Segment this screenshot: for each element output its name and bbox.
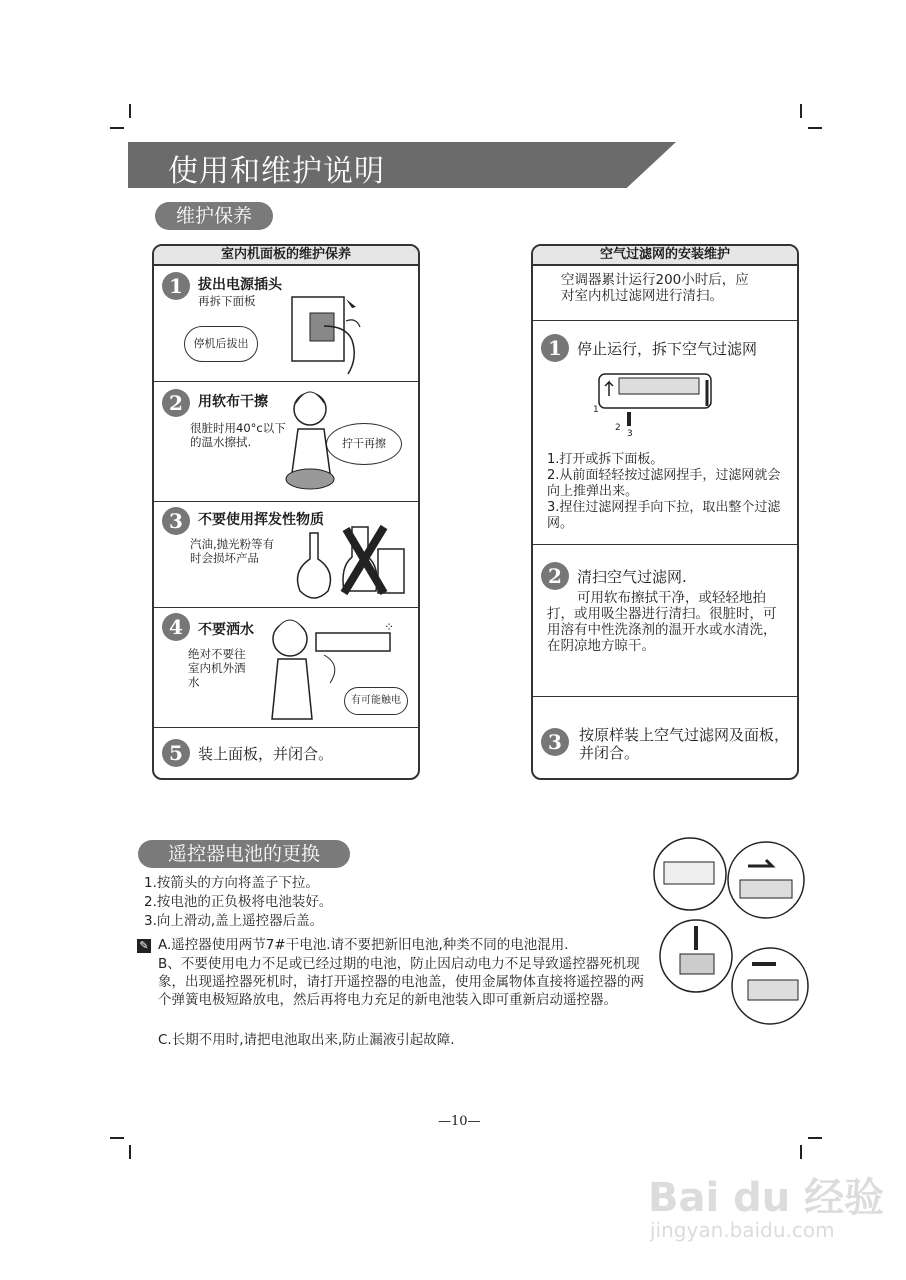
crop-mark xyxy=(800,1145,802,1159)
step-title: 用软布干擦 xyxy=(198,394,268,410)
speech-bubble: 拧干再擦 xyxy=(326,423,402,465)
filter-care-box xyxy=(531,244,799,780)
baidu-watermark-logo: Bai du 经验 xyxy=(648,1175,885,1221)
step-number: 3 xyxy=(162,507,190,535)
chemical-bottles-illustration xyxy=(290,523,414,603)
indoor-panel-care-box xyxy=(152,244,420,780)
battery-step: 2.按电池的正负极将电池装好。 xyxy=(144,894,333,910)
remote-battery-illustration xyxy=(640,836,812,1032)
step-title: 不要洒水 xyxy=(198,622,254,638)
step-number: 2 xyxy=(162,389,190,417)
step-body: 可用软布擦拭干净，或轻轻地拍打，或用吸尘器进行清扫。很脏时，可用溶有中性洗涤剂的温开水或水清洗，在阴凉地方晾干。 xyxy=(547,590,777,654)
page-title: 使用和维护说明 xyxy=(168,154,385,189)
step-number: 1 xyxy=(162,272,190,300)
left-step-4 xyxy=(154,607,418,728)
right-step-1 xyxy=(533,320,797,545)
step-subtitle: 再拆下面板 xyxy=(198,294,256,308)
step-number: 2 xyxy=(541,562,569,590)
crop-mark xyxy=(129,104,131,118)
step-number: 4 xyxy=(162,613,190,641)
left-step-2 xyxy=(154,381,418,502)
svg-text:⁘: ⁘ xyxy=(384,620,395,634)
crop-mark xyxy=(808,127,822,129)
step-title: 清扫空气过滤网. xyxy=(577,568,687,586)
step-title: 装上面板，并闭合。 xyxy=(198,745,334,763)
left-step-1 xyxy=(154,266,418,382)
baidu-watermark-url: jingyan.baidu.com xyxy=(650,1218,835,1242)
fig-label: 1 xyxy=(593,405,599,415)
battery-step: 1.按箭头的方向将盖子下拉。 xyxy=(144,875,319,891)
crop-mark xyxy=(800,104,802,118)
indoor-unit-filter-illustration xyxy=(589,366,719,438)
section-pill-maintenance: 维护保养 xyxy=(155,202,273,230)
crop-mark xyxy=(110,1137,124,1139)
step-number: 5 xyxy=(162,739,190,767)
left-step-3 xyxy=(154,501,418,608)
wall-socket-illustration xyxy=(284,291,404,379)
step-subtitle: 绝对不要往室内机外洒水 xyxy=(188,647,246,689)
crop-mark xyxy=(808,1137,822,1139)
step-subtitle: 汽油,抛光粉等有时会损坏产品 xyxy=(190,537,275,565)
woman-wiping-illustration xyxy=(282,385,338,497)
fig-label: 3 xyxy=(627,429,633,438)
panel-heading: 室内机面板的维护保养 xyxy=(154,246,418,266)
left-step-5 xyxy=(154,727,418,778)
page-number: —10— xyxy=(438,1114,481,1129)
intro-text: 空调器累计运行200小时后，应对室内机过滤网进行清扫。 xyxy=(561,272,749,304)
speech-bubble: 有可能触电 xyxy=(344,687,408,715)
step-title: 拔出电源插头 xyxy=(198,277,282,293)
step-subtitle: 很脏时用40°c以下的温水擦拭. xyxy=(190,421,286,449)
battery-note-b: B、不要使用电力不足或已经过期的电池，防止因启动电力不足导致遥控器死机现象，出现遥控器死机时，请打开遥控器的电池盖，使用金属物体直接将遥控器的两个弹簧电极短路放电，然后再将电力充足的新电池装入即可重新启动遥控器。 xyxy=(158,956,644,1008)
battery-note-a: A.遥控器使用两节7#干电池.请不要把新旧电池,种类不同的电池混用. xyxy=(158,937,569,953)
crop-mark xyxy=(110,127,124,129)
right-step-3 xyxy=(533,696,797,778)
step-title: 不要使用挥发性物质 xyxy=(198,512,324,528)
right-intro xyxy=(533,266,797,321)
step-list-item: 3.捏住过滤网捏手向下拉，取出整个过滤网。 xyxy=(547,500,781,531)
battery-step: 3.向上滑动,盖上遥控器后盖。 xyxy=(144,913,324,929)
crop-mark xyxy=(129,1145,131,1159)
step-list-item: 2.从前面轻轻按过滤网捏手，过滤网就会向上推弹出来。 xyxy=(547,468,781,499)
fig-label: 2 xyxy=(615,423,621,433)
step-number: 3 xyxy=(541,728,569,756)
battery-note-c: C.长期不用时,请把电池取出来,防止漏液引起故障. xyxy=(158,1032,455,1048)
step-title: 按原样装上空气过滤网及面板，并闭合。 xyxy=(579,726,790,762)
note-pencil-icon: ✎ xyxy=(137,939,151,953)
step-title: 停止运行，拆下空气过滤网 xyxy=(577,340,758,358)
speech-bubble: 停机后拔出 xyxy=(184,326,258,362)
right-step-2 xyxy=(533,544,797,697)
step-number: 1 xyxy=(541,334,569,362)
step-list-item: 1.打开或拆下面板。 xyxy=(547,452,664,467)
panel-heading: 空气过滤网的安装维护 xyxy=(533,246,797,266)
section-pill-battery: 遥控器电池的更换 xyxy=(138,840,350,868)
